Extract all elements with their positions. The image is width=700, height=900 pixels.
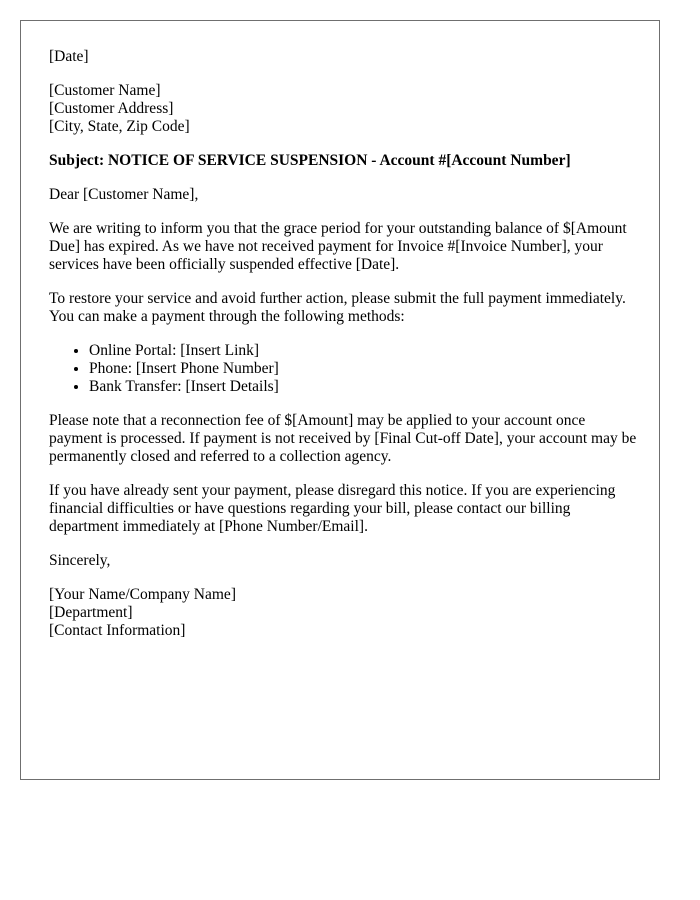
greeting: Dear [Customer Name], [49, 186, 199, 203]
letter-body [49, 48, 639, 640]
recipient-street: [Customer Address] [49, 100, 174, 117]
paragraph-grace-period: We are writing to inform you that the grace period for your outstanding balance of $[Amount Due] has expired. As we have not received payment for Invoice #[Invoice Number], your services have been officially suspended effective [Date]. [49, 220, 627, 273]
payment-method-phone: • Phone: [Insert Phone Number] [89, 360, 639, 378]
recipient-name: [Customer Name] [49, 82, 161, 99]
paragraph-financial-difficulty: If you have already sent your payment, please disregard this notice. If you are experiencing financial difficulties or have questions regarding your bill, please contact our billing department immediately at [Phone Number/Email]. [49, 482, 616, 535]
letter-page [20, 20, 660, 780]
signature-department: [Department] [49, 604, 133, 621]
payment-method-online: • Online Portal: [Insert Link] [89, 342, 639, 360]
signature-block [49, 586, 639, 640]
closing: Sincerely, [49, 552, 111, 569]
recipient-address [49, 82, 639, 136]
signature-contact: [Contact Information] [49, 622, 186, 639]
paragraph-restore-service: To restore your service and avoid further action, please submit the full payment immediately. You can make a payment through the following methods: [49, 290, 626, 325]
payment-method-bank: • Bank Transfer: [Insert Details] [89, 378, 639, 396]
signature-name: [Your Name/Company Name] [49, 586, 236, 603]
paragraph-reconnection-fee: Please note that a reconnection fee of $[Amount] may be applied to your account once payment is processed. If payment is not received by [Final Cut-off Date], your account may be permanently closed and referred to a collection agency. [49, 412, 637, 465]
payment-methods-list [49, 342, 639, 396]
recipient-city-state-zip: [City, State, Zip Code] [49, 118, 190, 135]
letter-date: [Date] [49, 48, 89, 65]
subject-line: Subject: NOTICE OF SERVICE SUSPENSION - Account #[Account Number] [49, 152, 571, 169]
